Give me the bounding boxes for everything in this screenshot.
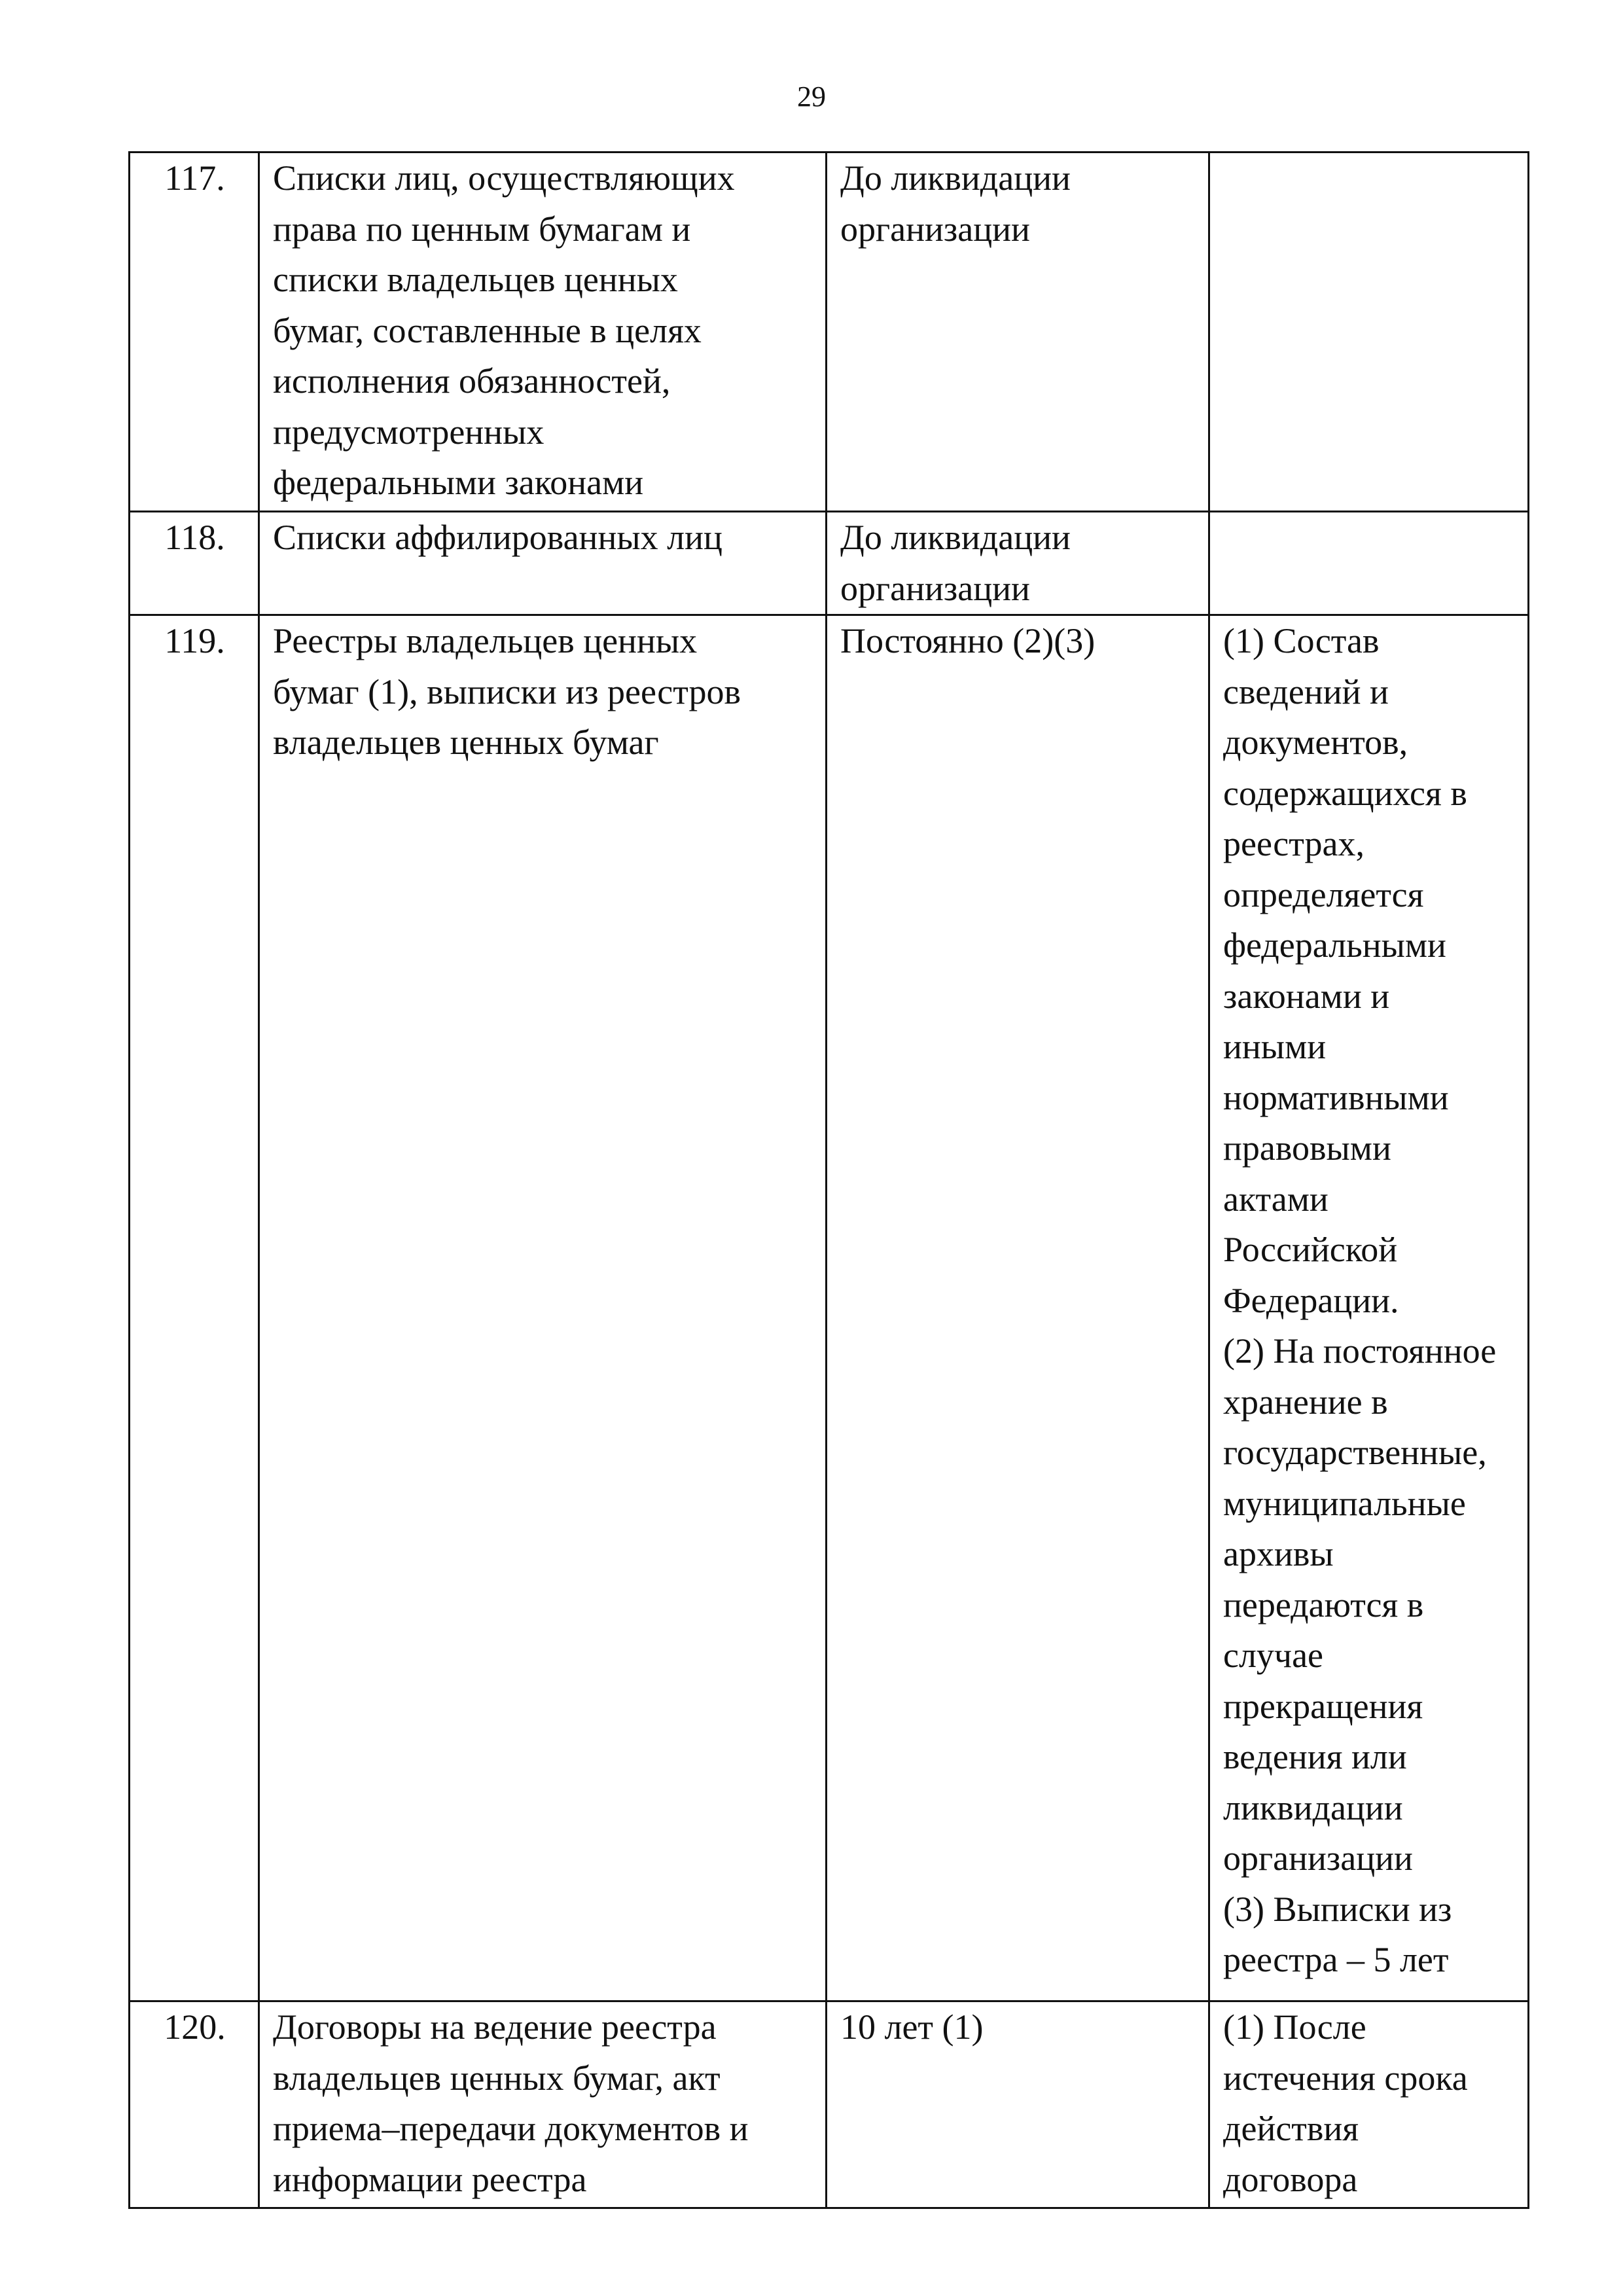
text-line: До ликвидации: [840, 518, 1071, 557]
text-line: (1) После: [1223, 2007, 1366, 2047]
table-row: [130, 615, 1529, 2001]
text-line: организации: [840, 568, 1030, 608]
document-title: [259, 512, 827, 615]
table-row: [130, 152, 1529, 512]
document-title: [259, 615, 827, 2001]
text-line: прекращения: [1223, 1686, 1423, 1726]
text-line: (1) Состав: [1223, 621, 1380, 660]
text-line: реестра – 5 лет: [1223, 1940, 1449, 1979]
text-line: законами и: [1223, 976, 1390, 1016]
text-line: федеральными законами: [273, 463, 644, 502]
text-line: владельцев ценных бумаг, акт: [273, 2058, 721, 2098]
text-line: 10 лет (1): [840, 2007, 984, 2047]
text-line: хранение в: [1223, 1382, 1388, 1422]
text-line: муниципальные: [1223, 1483, 1466, 1523]
text-line: организации: [840, 209, 1030, 249]
text-line: предусмотренных: [273, 412, 544, 452]
text-line: истечения срока: [1223, 2058, 1468, 2098]
text-line: До ликвидации: [840, 158, 1071, 198]
table-row: [130, 512, 1529, 615]
retention-term: [827, 152, 1209, 512]
text-line: права по ценным бумагам и: [273, 209, 691, 249]
text-line: договора: [1223, 2159, 1358, 2199]
text-line: Российской: [1223, 1230, 1398, 1269]
text-line: Постоянно (2)(3): [840, 621, 1096, 660]
row-number: 117.: [130, 152, 259, 512]
text-line: правовыми: [1223, 1128, 1391, 1168]
text-line: Списки аффилированных лиц: [273, 518, 722, 557]
text-line: исполнения обязанностей,: [273, 361, 671, 401]
text-line: нормативными: [1223, 1077, 1449, 1117]
page-number: 29: [797, 81, 826, 113]
text-line: реестрах,: [1223, 824, 1364, 863]
text-line: документов,: [1223, 723, 1408, 762]
remarks: [1209, 152, 1529, 512]
text-line: информации реестра: [273, 2159, 587, 2199]
text-line: Федерации.: [1223, 1280, 1399, 1320]
text-line: Договоры на ведение реестра: [273, 2007, 717, 2047]
retention-term: [827, 615, 1209, 2001]
text-line: списки владельцев ценных: [273, 260, 678, 299]
text-line: иными: [1223, 1027, 1327, 1066]
document-title: [259, 152, 827, 512]
text-line: Списки лиц, осуществляющих: [273, 158, 735, 198]
text-line: действия: [1223, 2109, 1359, 2148]
text-line: (2) На постоянное: [1223, 1331, 1497, 1371]
text-line: бумаг, составленные в целях: [273, 310, 702, 350]
text-line: случае: [1223, 1636, 1324, 1675]
records-table: [128, 151, 1529, 2209]
table-row: [130, 2001, 1529, 2208]
text-line: Реестры владельцев ценных: [273, 621, 698, 660]
text-line: передаются в: [1223, 1585, 1424, 1624]
document-title: [259, 2001, 827, 2208]
row-number: 120.: [130, 2001, 259, 2208]
remarks: [1209, 512, 1529, 615]
text-line: ведения или: [1223, 1737, 1407, 1776]
text-line: бумаг (1), выписки из реестров: [273, 672, 741, 711]
text-line: владельцев ценных бумаг: [273, 723, 659, 762]
text-line: (3) Выписки из: [1223, 1889, 1452, 1929]
text-line: федеральными: [1223, 925, 1446, 965]
text-line: приема–передачи документов и: [273, 2109, 749, 2148]
remarks: [1209, 2001, 1529, 2208]
retention-term: [827, 512, 1209, 615]
text-line: актами: [1223, 1179, 1329, 1219]
text-line: государственные,: [1223, 1433, 1487, 1472]
text-line: определяется: [1223, 874, 1424, 914]
text-line: организации: [1223, 1839, 1413, 1878]
text-line: сведений и: [1223, 672, 1389, 711]
row-number: 119.: [130, 615, 259, 2001]
text-line: ликвидации: [1223, 1787, 1403, 1827]
retention-term: [827, 2001, 1209, 2208]
row-number: 118.: [130, 512, 259, 615]
text-line: содержащихся в: [1223, 773, 1467, 813]
remarks: [1209, 615, 1529, 2001]
text-line: архивы: [1223, 1534, 1334, 1573]
